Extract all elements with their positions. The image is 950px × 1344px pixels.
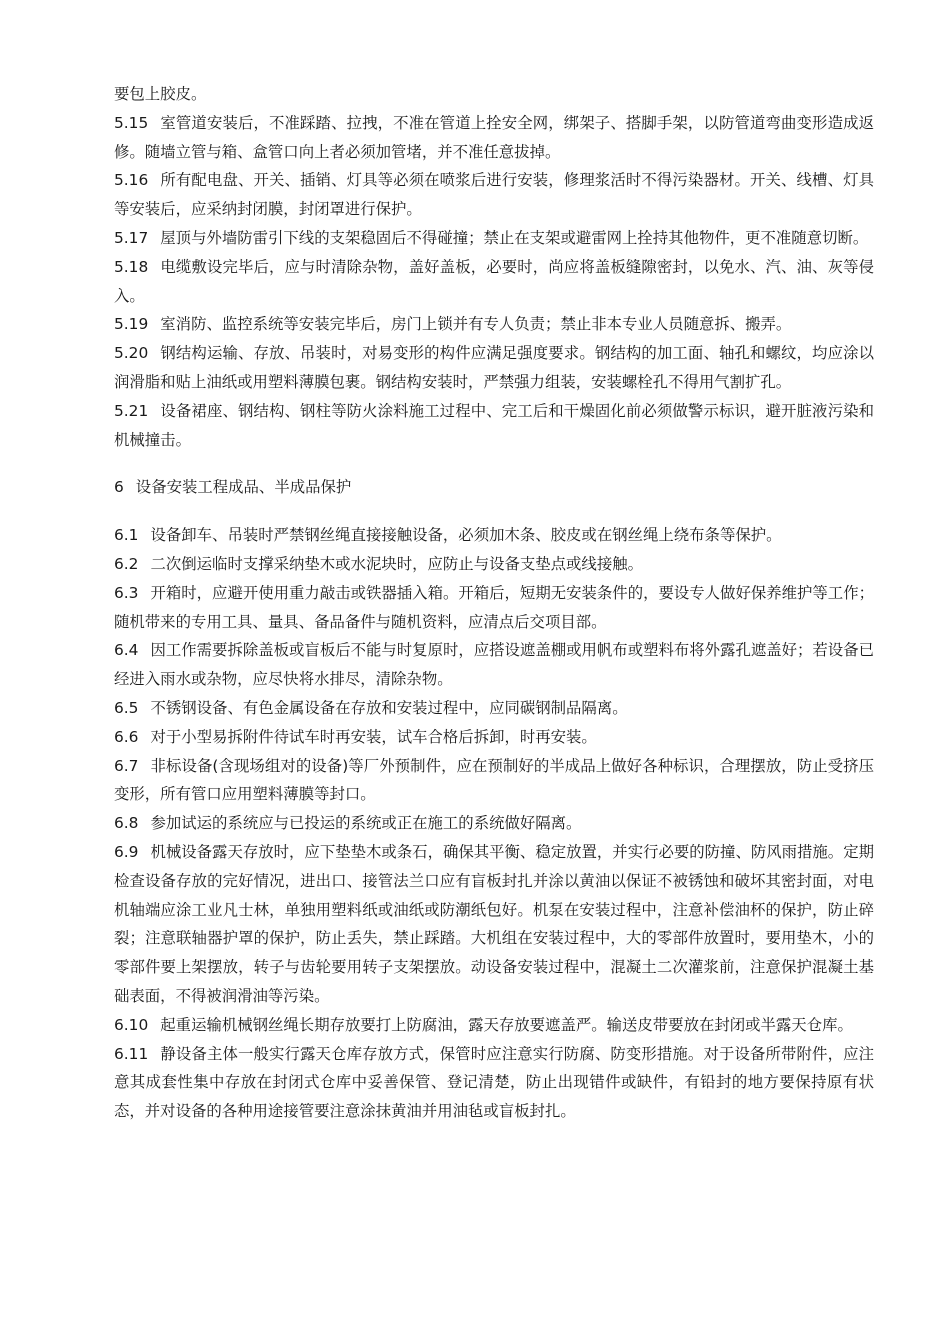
list-item — [114, 636, 874, 694]
list-item — [114, 253, 874, 311]
list-item — [114, 550, 874, 579]
item-text: 开箱时，应避开使用重力敲击或铁器插入箱。开箱后，短期无安装条件的，要设专人做好保养维护等工作；随机带来的专用工具、量具、备品备件与随机资料，应清点后交项目部。 — [114, 583, 874, 631]
item-number: 6.3 — [114, 583, 139, 602]
item-text: 机械设备露天存放时，应下垫垫木或条石，确保其平衡、稳定放置，并实行必要的防撞、防风雨措施。定期检查设备存放的完好情况，进出口、接管法兰口应有盲板封扎并涂以黄油以保证不被锈蚀和破坏其密封面，对电机轴端应涂工业凡士林，单独用塑料纸或油纸或防潮纸包好。机泵在安装过程中，注意补偿油杯的保护，防止碎裂；注意联轴器护罩的保护，防止丢失，禁止踩踏。大机组在安装过程中，大的零部件放置时，要用垫木，小的零部件要上架摆放，转子与齿轮要用转子支架摆放。动设备安装过程中，混凝土二次灌浆前，注意保护混凝土基础表面，不得被润滑油等污染。 — [114, 842, 874, 1005]
document-page — [114, 80, 874, 1126]
item-number: 5.17 — [114, 228, 149, 247]
item-text: 非标设备(含现场组对的设备)等厂外预制件，应在预制好的半成品上做好各种标识，合理摆放，防止受挤压变形，所有管口应用塑料薄膜等封口。 — [114, 756, 874, 804]
item-text: 因工作需要拆除盖板或盲板后不能与时复原时，应搭设遮盖棚或用帆布或塑料布将外露孔遮盖好；若设备已经进入雨水或杂物，应尽快将水排尽，清除杂物。 — [114, 641, 874, 689]
list-item — [114, 838, 874, 1011]
item-number: 5.16 — [114, 171, 149, 190]
item-text: 对于小型易拆附件待试车时再安装，试车合格后拆卸，时再安装。 — [150, 727, 597, 746]
item-number: 6.4 — [114, 641, 139, 660]
item-number: 5.18 — [114, 257, 149, 276]
item-text: 参加试运的系统应与已投运的系统或正在施工的系统做好隔离。 — [150, 814, 582, 833]
item-number: 5.20 — [114, 344, 149, 363]
item-number: 6.9 — [114, 842, 139, 861]
item-number: 6.8 — [114, 814, 139, 833]
item-text: 设备卸车、吊装时严禁钢丝绳直接接触设备，必须加木条、胶皮或在钢丝绳上绕布条等保护。 — [150, 526, 782, 545]
section-6-list — [114, 521, 874, 1126]
item-text: 所有配电盘、开关、插销、灯具等必须在喷浆后进行安装，修理浆活时不得污染器材。开关、线槽、灯具等安装后，应采纳封闭膜，封闭罩进行保护。 — [114, 171, 874, 219]
list-item — [114, 310, 874, 339]
list-item — [114, 752, 874, 810]
item-number: 6.2 — [114, 554, 139, 573]
list-item — [114, 694, 874, 723]
item-number: 6.7 — [114, 756, 139, 775]
list-item — [114, 1040, 874, 1126]
list-item — [114, 166, 874, 224]
item-text: 起重运输机械钢丝绳长期存放要打上防腐油，露天存放要遮盖严。输送皮带要放在封闭或半露天仓库。 — [160, 1015, 853, 1034]
item-text: 室管道安装后，不准踩踏、拉拽，不准在管道上拴安全网，绑架子、搭脚手架，以防管道弯曲变形造成返修。随墙立管与箱、盒管口向上者必须加管堵，并不准任意拔掉。 — [114, 113, 874, 161]
item-number: 6.5 — [114, 698, 139, 717]
list-item — [114, 397, 874, 455]
item-number: 6.1 — [114, 526, 139, 545]
list-item — [114, 809, 874, 838]
item-text: 电缆敷设完毕后，应与时清除杂物，盖好盖板，必要时，尚应将盖板缝隙密封，以免水、汽、油、灰等侵入。 — [114, 257, 874, 305]
list-item — [114, 579, 874, 637]
section-heading — [114, 473, 874, 502]
continuation-text: 要包上胶皮。 — [114, 85, 207, 103]
section-title: 设备安装工程成品、半成品保护 — [135, 478, 352, 497]
item-number: 6.11 — [114, 1044, 149, 1063]
item-number: 5.19 — [114, 315, 149, 334]
item-text: 设备裙座、钢结构、钢柱等防火涂料施工过程中、完工后和干燥固化前必须做警示标识，避开脏液污染和机械撞击。 — [114, 401, 874, 449]
item-text: 二次倒运临时支撑采纳垫木或水泥块时，应防止与设备支垫点或线接触。 — [150, 554, 643, 573]
item-text: 钢结构运输、存放、吊装时，对易变形的构件应满足强度要求。钢结构的加工面、轴孔和螺纹，均应涂以润滑脂和贴上油纸或用塑料薄膜包裹。钢结构安装时，严禁强力组装，安装螺栓孔不得用气割扩孔。 — [114, 344, 874, 391]
item-text: 静设备主体一般实行露天仓库存放方式，保管时应注意实行防腐、防变形措施。对于设备所带附件，应注意其成套性集中存放在封闭式仓库中妥善保管、登记清楚，防止出现错件或缺件，有铅封的地方要保持原有状态，并对设备的各种用途接管要注意涂抹黄油并用油毡或盲板封扎。 — [114, 1044, 874, 1121]
list-item — [114, 224, 874, 253]
section-5-list — [114, 109, 874, 455]
section-number: 6 — [114, 478, 124, 497]
item-number: 6.10 — [114, 1015, 149, 1034]
item-number: 5.21 — [114, 401, 149, 420]
list-item — [114, 339, 874, 397]
list-item — [114, 109, 874, 167]
item-number: 5.15 — [114, 113, 149, 132]
list-item — [114, 521, 874, 550]
item-number: 6.6 — [114, 727, 139, 746]
item-text: 室消防、监控系统等安装完毕后，房门上锁并有专人负责；禁止非本专业人员随意拆、搬弄。 — [160, 315, 792, 334]
item-text: 不锈钢设备、有色金属设备在存放和安装过程中，应同碳钢制品隔离。 — [150, 698, 628, 717]
list-item — [114, 723, 874, 752]
list-item — [114, 1011, 874, 1040]
item-text: 屋顶与外墙防雷引下线的支架稳固后不得碰撞；禁止在支架或避雷网上拴持其他物件，更不准随意切断。 — [160, 228, 869, 247]
